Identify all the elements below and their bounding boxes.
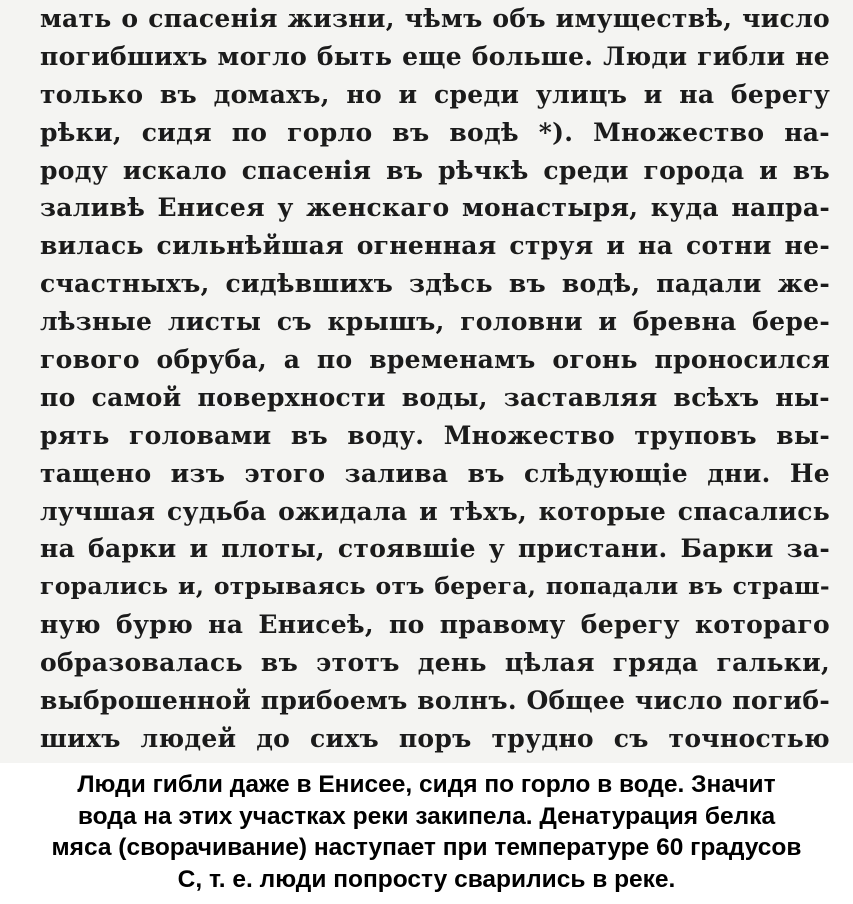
- scan-text-block: [40, 0, 830, 763]
- scan-line: погибшихъ могло быть еще больше. Люди гибли не: [40, 41, 830, 71]
- caption-line: С, т. е. люди попросту сварились в реке.: [177, 865, 676, 893]
- caption-line: вода на этих участках реки закипела. Денатурация белка: [77, 802, 776, 830]
- scan-line: рять головами въ воду. Множество труповъ вы-: [40, 420, 830, 450]
- scan-line: горались и, отрываясь отъ берега, попадали въ страш-: [40, 572, 830, 601]
- scan-line: мать о спасенія жизни, чѣмъ объ имуществѣ, число: [40, 4, 830, 33]
- scan-line: ную бурю на Енисеѣ, по правому берегу котораго: [40, 610, 830, 640]
- scan-line: образовалась въ этотъ день цѣлая гряда гальки,: [40, 648, 830, 678]
- scan-line: вилась сильнѣйшая огненная струя и на сотни не-: [40, 231, 830, 261]
- scan-line: лучшая судьба ожидала и тѣхъ, которые спасались: [40, 496, 830, 526]
- caption: [0, 763, 853, 904]
- scan-line: выброшенной прибоемъ волнъ. Общее число погиб-: [40, 686, 830, 716]
- caption-line: Люди гибли даже в Енисее, сидя по горло в воде. Значит: [77, 771, 776, 798]
- scan-line: шихъ людей до сихъ поръ трудно съ точностью: [40, 723, 830, 753]
- scan-line: только въ домахъ, но и среди улицъ и на берегу: [40, 79, 830, 109]
- scan-line: заливѣ Енисея у женскаго монастыря, куда напра-: [40, 193, 830, 223]
- scan-line: роду искало спасенія въ рѣчкѣ среди города и въ: [40, 155, 830, 185]
- scan-line: тащено изъ этого залива въ слѣдующіе дни. Не: [40, 458, 830, 488]
- scan-line: гового обруба, а по временамъ огонь проносился: [40, 345, 830, 375]
- scan-line: лѣзные листы съ крышъ, головни и бревна бере-: [40, 307, 830, 337]
- caption-line: мяса (сворачивание) наступает при температуре 60 градусов: [51, 834, 802, 861]
- scan-line: на барки и плоты, стоявшіе у пристани. Барки за-: [40, 534, 830, 564]
- scan-line: рѣки, сидя по горло въ водѣ *). Множество на-: [40, 117, 830, 147]
- scan-line: счастныхъ, сидѣвшихъ здѣсь въ водѣ, падали же-: [40, 269, 830, 299]
- scan-line: по самой поверхности воды, заставляя всѣхъ ны-: [40, 382, 830, 412]
